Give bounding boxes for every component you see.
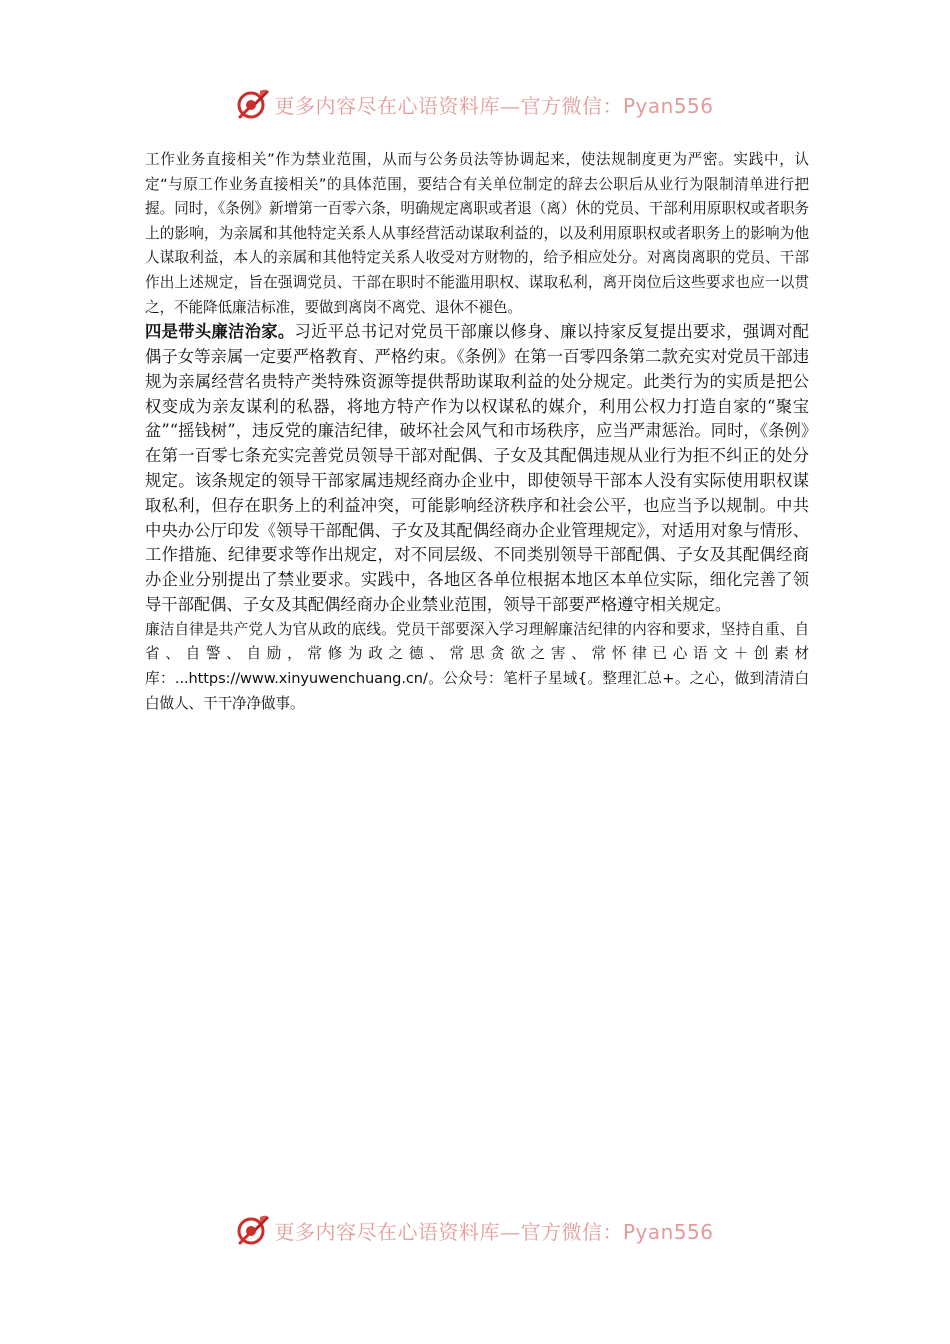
header-wechat-id: Pyan556: [622, 93, 714, 118]
header-banner-text: 更多内容尽在心语资料库—官方微信：Pyan556: [274, 93, 714, 118]
paragraph-clean-family: [145, 320, 809, 618]
header-watermark-banner: [0, 84, 950, 124]
footer-watermark-banner: [0, 1210, 950, 1250]
pen-logo-icon: [236, 87, 270, 121]
paragraph-body-text: 习近平总书记对党员干部廉以修身、廉以持家反复提出要求，强调对配偶子女等亲属一定要严格教育、严格约束。《条例》在第一百零四条第二款充实对党员干部违规为亲属经营名贵特产类特殊资源等提供帮助谋取利益的处分规定。此类行为的实质是把公权变成为亲友谋利的私器，将地方特产作为以权谋私的媒介，利用公权力打造自家的“聚宝盆”“摇钱树”，违反党的廉洁纪律，破坏社会风气和市场秩序，应当严肃惩治。同时，《条例》在第一百零七条充实完善党员领导干部对配偶、子女及其配偶违规从业行为拒不纠正的处分规定。该条规定的领导干部家属违规经商办企业中，即使领导干部本人没有实际使用职权谋取私利，但存在职务上的利益冲突，可能影响经济秩序和社会公平，也应当予以规制。中共中央办公厅印发《领导干部配偶、子女及其配偶经商办企业管理规定》，对适用对象与情形、工作措施、纪律要求等作出规定，对不同层级、不同类别领导干部配偶、子女及其配偶经商办企业分别提出了禁业要求。实践中，各地区各单位根据本地区本单位实际，细化完善了领导干部配偶、子女及其配偶经商办企业禁业范围，领导干部要严格遵守相关规定。: [145, 322, 809, 614]
paragraph-post-employment-restrictions: 工作业务直接相关”作为禁业范围，从而与公务员法等协调起来，使法规制度更为严密。实践中，认定“与原工作业务直接相关”的具体范围，要结合有关单位制定的辞去公职后从业行为限制清单进行把握。同时，《条例》新增第一百零六条，明确规定离职或者退（离）休的党员、干部利用原职权或者职务上的影响，为亲属和其他特定关系人从事经营活动谋取利益的，以及利用原职权或者职务上的影响为他人谋取利益，本人的亲属和其他特定关系人收受对方财物的，给予相应处分。对离岗离职的党员、干部作出上述规定，旨在强调党员、干部在职时不能滥用职权、谋取私利，离开岗位后这些要求也应一以贯之，不能降低廉洁标准，要做到离岗不离党、退休不褪色。: [145, 151, 809, 316]
paragraph-self-discipline-conclusion: 廉洁自律是共产党人为官从政的底线。党员干部要深入学习理解廉洁纪律的内容和要求，坚持自重、自省、自警、自励，常修为政之德、常思贪欲之害、常怀律已心语文＋创素材库：...https://www.xinyuwenchuang.cn/。公众号：笔杆子星域{。整理汇总+。之心，做到清清白白做人、干干净净做事。: [145, 620, 809, 712]
footer-banner-text: 更多内容尽在心语资料库—官方微信：Pyan556: [274, 1219, 714, 1244]
pen-logo-icon: [236, 1213, 270, 1247]
footer-wechat-id: Pyan556: [622, 1219, 714, 1244]
document-body: [145, 148, 809, 716]
paragraph-lead-heading: 四是带头廉洁治家。: [145, 322, 295, 342]
